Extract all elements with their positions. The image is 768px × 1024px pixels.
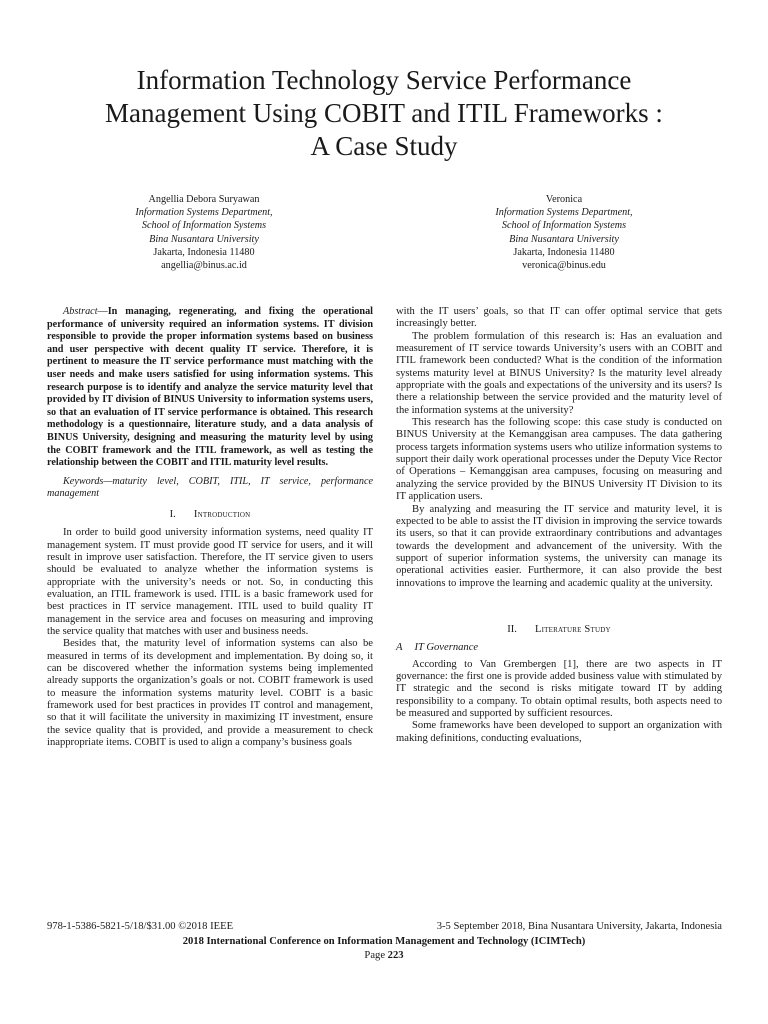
- paragraph: According to Van Grembergen [1], there are two aspects in IT governance: the first one is provide added business value with stimulated by IT strategic and the second is risks mitigate toward IT by adding responsibility to a company. To obtain optimal results, both aspects need to be measured and supported by sufficient resources.: [396, 658, 722, 719]
- author-university: Bina Nusantara University: [149, 233, 259, 245]
- paragraph: By analyzing and measuring the IT service and maturity level, it is expected to be able to assist the IT division in improving the service towards its users, so that it can provide extraordinary contributions and advantages towards the development and advancement of the university. With the support of superior information systems, the university can manage its operational activities easier. Furthermore, it can also provide the best innovations to improve the learning and academic quality at the university.: [396, 503, 722, 589]
- author-name: Angellia Debora Suryawan: [148, 194, 260, 205]
- paragraph: The problem formulation of this research is: Has an evaluation and measurement of IT service towards University’s users with an COBIT and ITIL framework been conducted? What is the condition of the information systems maturity level at BINUS University? Is the maturity level already appropriate with the goals and expectations of the university and its users? Is there a relationship between the service provided and the maturity level of the information systems at the university?: [396, 330, 722, 416]
- footer-isbn: 978-1-5386-5821-5/18/$31.00 ©2018 IEEE: [47, 921, 234, 932]
- subsection-title: IT Governance: [414, 642, 479, 654]
- author-email: veronica@binus.edu: [522, 260, 606, 272]
- paragraph: Besides that, the maturity level of information systems can also be measured in terms of its development and implementation. By doing so, it can be discovered whether the information systems being implemented already supports the organization’s goals or not. COBIT framework is used to measure the information systems maturity level. COBIT is a basic framework used for best practices in provides IT control and management, so that it will facilitate the university in maximizing IT investment, ensure the sevice quality that is provided, and provide a measurement to check inappropriate items. COBIT is used to align a company’s business goals: [47, 638, 373, 749]
- paper-title: [40, 64, 728, 163]
- section-title: Literature Study: [534, 623, 611, 635]
- author-school: School of Information Systems: [141, 220, 267, 232]
- title-line-3: A Case Study: [310, 131, 458, 161]
- title-line-1: Information Technology Service Performance: [136, 65, 632, 95]
- page-label: Page: [364, 950, 388, 961]
- author-block-2: [424, 193, 704, 272]
- keywords: Keywords—maturity level, COBIT, ITIL, IT service, performance management: [47, 475, 373, 500]
- left-column: [47, 306, 373, 749]
- paragraph: This research has the following scope: this case study is conducted on BINUS University at the Kemanggisan area campuses. The data gathering process targets information systems users who utilize information systems to support their daily work operational processes under the Deputy Vice Rector of Operations – Kemanggisan area campuses, focusing on measuring and analyzing the service provided by the BINUS University IT Division to its IT application users.: [396, 417, 722, 503]
- author-email: angellia@binus.ac.id: [161, 260, 247, 272]
- author-block-1: [64, 193, 344, 272]
- author-department: Information Systems Department,: [135, 207, 273, 219]
- author-city: Jakarta, Indonesia 11480: [153, 246, 255, 258]
- paragraph: In order to build good university information systems, need quality IT management system. IT must provide good IT service for users, and it will result in improve user satisfaction. Therefore, the IT service given to users should be evaluated to analyze whether the information systems is appropriate with the university’s needs or not. So, in conducting this evaluation, an ITIL framework is used. ITIL is a basic framework used for best practices in IT service management. ITIL used to build quality IT management in the service area and focuses on measuring and improving the service quality that matches with user and business needs.: [47, 527, 373, 637]
- right-column: [396, 306, 722, 745]
- subsection-number: A: [396, 642, 403, 654]
- abstract-label: Abstract: [63, 306, 98, 317]
- footer-date-place: 3-5 September 2018, Bina Nusantara University, Jakarta, Indonesia: [436, 921, 722, 932]
- abstract-text: In managing, regenerating, and fixing the operational performance of university required an information systems. IT division responsible to provide the proper information systems based on business and user perspective with decent quality IT service. Therefore, it is pertinent to measure the IT service performance must matching with the user needs and make users satisfied for using information systems. This research purpose is to identify and analyze the service maturity level that provided by IT division of BINUS University to information systems users, so that an evaluation of IT service performance is obtained. This research methodology is a questionnaire, literature study, and a data analysis of BINUS University, designing and measuring the maturity level by using the COBIT framework and the ITIL framework, as well as testing the relationship between the COBIT and ITIL maturity level results.: [47, 306, 373, 469]
- section-number: I.: [169, 508, 176, 520]
- footer-page: [40, 950, 728, 961]
- abstract-dash: —: [97, 306, 108, 317]
- author-name: Veronica: [545, 194, 583, 205]
- abstract: [47, 306, 373, 470]
- paragraph: Some frameworks have been developed to support an organization with making definitions, conducting evaluations,: [396, 720, 722, 744]
- author-school: School of Information Systems: [501, 220, 627, 232]
- subsection-heading-it-governance: [396, 642, 722, 654]
- author-university: Bina Nusantara University: [509, 233, 619, 245]
- page-number: 223: [387, 950, 404, 961]
- title-line-2: Management Using COBIT and ITIL Frameworks :: [105, 98, 663, 128]
- section-title: Introduction: [193, 508, 251, 520]
- author-city: Jakarta, Indonesia 11480: [513, 246, 615, 258]
- paragraph-continued: with the IT users’ goals, so that IT can offer optimal service that gets increasingly better.: [396, 306, 722, 330]
- section-gap: [396, 590, 722, 616]
- section-number: II.: [507, 623, 517, 635]
- section-heading-literature-study: [396, 624, 722, 636]
- footer-conference: 2018 International Conference on Information Management and Technology (ICIMTech): [182, 936, 586, 947]
- author-department: Information Systems Department,: [495, 207, 633, 219]
- section-heading-introduction: [47, 509, 373, 521]
